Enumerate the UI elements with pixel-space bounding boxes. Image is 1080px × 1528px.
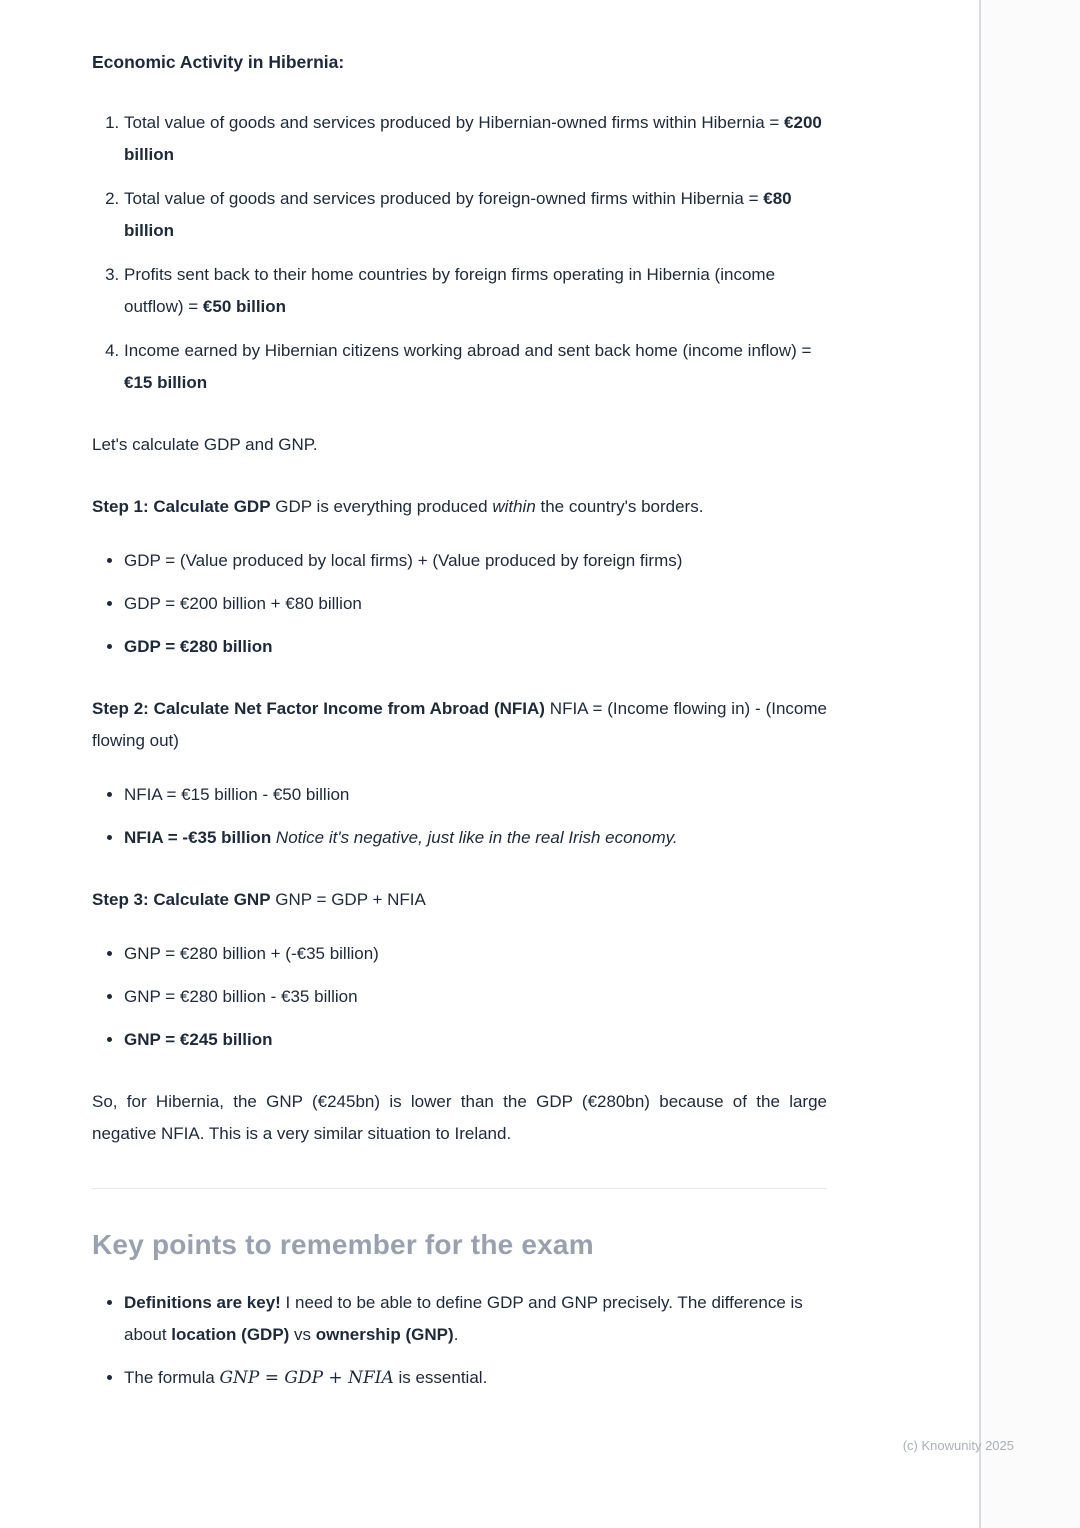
keypoint-bold: ownership (GNP) (315, 1325, 454, 1344)
keypoint-text: The formula (124, 1368, 220, 1387)
step1-paragraph (92, 491, 827, 523)
summary-paragraph: So, for Hibernia, the GNP (€245bn) is lower than the GDP (€280bn) because of the large negative NFIA. This is a very similar situation to Ireland. (92, 1092, 827, 1143)
section-divider (92, 1188, 827, 1189)
keypoint-text: I need to be able to define GDP and GNP precisely. The difference is about (124, 1293, 803, 1344)
bullet-item (124, 822, 827, 854)
bullet-item (124, 545, 827, 577)
keypoint-item (124, 1287, 827, 1351)
item-text: Total value of goods and services produced by foreign-owned firms within Hibernia = (124, 189, 764, 208)
step1-text-end: the country's borders. (535, 497, 704, 516)
bullet-text: GNP = €280 billion - €35 billion (124, 987, 358, 1006)
item-text: Income earned by Hibernian citizens working abroad and sent back home (income inflow) = (124, 341, 812, 360)
step3-text: GNP = GDP + NFIA (270, 890, 426, 909)
step3-title: Step 3: Calculate GNP (92, 890, 271, 909)
item-value: €50 billion (202, 297, 287, 316)
keypoint-bold: location (GDP) (171, 1325, 290, 1344)
bullet-item (124, 631, 827, 663)
bullet-text: NFIA = €15 billion - €50 billion (124, 785, 350, 804)
item-value: €80 billion (124, 189, 792, 240)
bullet-result: GNP = €245 billion (124, 1030, 273, 1049)
step2-title: Step 2: Calculate Net Factor Income from Abroad (NFIA) (92, 699, 545, 718)
intro-paragraph: Let's calculate GDP and GNP. (92, 435, 318, 454)
bullet-result: NFIA = -€35 billion (124, 828, 272, 847)
side-margin-panel (979, 0, 1080, 1528)
list-item (124, 107, 827, 171)
bullet-text: GDP = €200 billion + €80 billion (124, 594, 362, 613)
document-content (92, 52, 827, 1424)
item-text: Profits sent back to their home countries by foreign firms operating in Hibernia (income outflow) = (124, 265, 776, 316)
bullet-item (124, 588, 827, 620)
section-heading: Economic Activity in Hibernia: (92, 52, 345, 72)
step3-paragraph (92, 884, 827, 916)
bullet-result: GDP = €280 billion (124, 637, 273, 656)
bullet-note: Notice it's negative, just like in the real Irish economy. (271, 828, 678, 847)
step1-title: Step 1: Calculate GDP (92, 497, 271, 516)
step1-emphasis: within (492, 497, 536, 516)
step2-paragraph (92, 693, 827, 757)
keypoint-text: . (453, 1325, 459, 1344)
keypoint-item (124, 1362, 827, 1394)
item-value: €15 billion (124, 373, 208, 392)
bullet-item (124, 981, 827, 1013)
list-item (124, 259, 827, 323)
gdp-bullet-list (92, 545, 827, 663)
bullet-text: GNP = €280 billion + (-€35 billion) (124, 944, 379, 963)
gnp-bullet-list (92, 938, 827, 1056)
keypoint-text: vs (289, 1325, 316, 1344)
nfia-bullet-list (92, 779, 827, 854)
keypoints-heading: Key points to remember for the exam (92, 1229, 594, 1260)
bullet-item (124, 779, 827, 811)
copyright-footer: (c) Knowunity 2025 (902, 1438, 1014, 1453)
bullet-item (124, 938, 827, 970)
item-text: Total value of goods and services produced by Hibernian-owned firms within Hibernia = (124, 113, 785, 132)
bullet-text: GDP = (Value produced by local firms) + (Value produced by foreign firms) (124, 551, 683, 570)
keypoints-list (92, 1287, 827, 1394)
step1-text: GDP is everything produced (270, 497, 493, 516)
keypoint-bold: Definitions are key! (124, 1293, 281, 1312)
keypoint-text: is essential. (393, 1368, 488, 1387)
formula-math: GNP = GDP + NFIA (219, 1368, 394, 1388)
activity-list (92, 107, 827, 399)
step2-text: NFIA = (Income flowing in) - (Income flowing out) (92, 699, 827, 750)
bullet-item (124, 1024, 827, 1056)
list-item (124, 335, 827, 399)
item-value: €200 billion (124, 113, 822, 164)
list-item (124, 183, 827, 247)
